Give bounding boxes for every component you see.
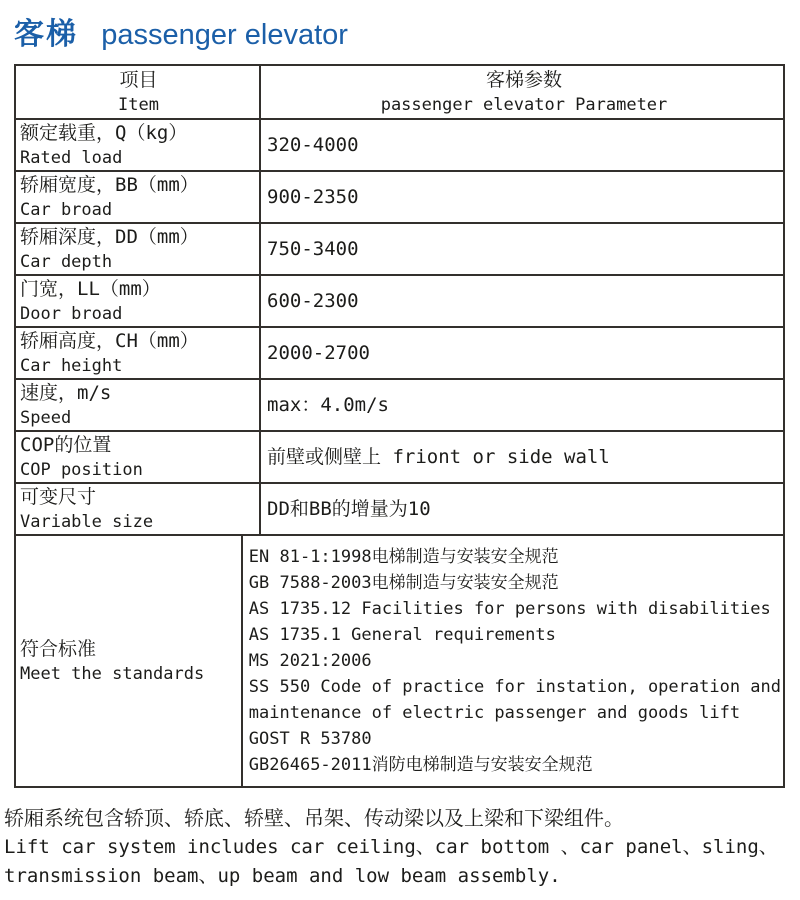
- row-label-zh: 轿厢高度，CH（mm）: [20, 329, 199, 352]
- row-label-en: Variable size: [20, 511, 154, 532]
- table-header-row: [16, 66, 783, 118]
- row-value: DD和BB的增量为10: [267, 497, 431, 520]
- row-label-cell: [16, 380, 261, 430]
- table-row-speed: [16, 378, 783, 430]
- row-value-cell: [261, 120, 783, 170]
- standard-line: EN 81-1:1998电梯制造与安装安全规范: [248, 547, 559, 567]
- header-item-label-zh: 项目: [119, 68, 158, 91]
- row-label-zh: 可变尺寸: [20, 485, 97, 508]
- car-system-note: [4, 803, 800, 891]
- row-label-en: Rated load: [20, 147, 123, 168]
- header-item-label-en: Item: [118, 94, 159, 115]
- row-value: 前壁或侧壁上 friont or side wall: [267, 445, 610, 468]
- standards-label-en: Meet the standards: [20, 663, 205, 684]
- header-parameter-label-en: passenger elevator Parameter: [380, 94, 668, 115]
- standard-line: GB 7588-2003电梯制造与安装安全规范: [248, 573, 559, 593]
- standards-label-cell: [16, 536, 243, 786]
- row-label-en: Car broad: [20, 199, 113, 220]
- row-value-cell: [261, 328, 783, 378]
- row-value-cell: [261, 380, 783, 430]
- table-row-cop-position: [16, 430, 783, 482]
- row-label-zh: COP的位置: [20, 433, 112, 456]
- header-item-cell: [16, 66, 261, 118]
- row-label-zh: 轿厢宽度，BB（mm）: [20, 173, 199, 196]
- row-label-cell: [16, 432, 261, 482]
- car-system-note-en-line2: transmission beam、up beam and low beam assembly.: [4, 865, 561, 887]
- row-value-cell: [261, 484, 783, 534]
- standard-line: SS 550 Code of practice for instation, operation and: [248, 677, 781, 697]
- row-label-cell: [16, 172, 261, 222]
- row-label-cell: [16, 276, 261, 326]
- table-row-car-height: [16, 326, 783, 378]
- header-parameter-cell: [261, 66, 783, 118]
- row-value: 750-3400: [267, 237, 359, 260]
- table-row-rated-load: [16, 118, 783, 170]
- car-system-note-zh: 轿厢系统包含轿顶、轿底、轿壁、吊架、传动梁以及上梁和下梁组件。: [4, 806, 624, 830]
- row-label-en: Car depth: [20, 251, 113, 272]
- row-label-en: Speed: [20, 407, 72, 428]
- row-label-zh: 额定载重，Q（kg）: [20, 121, 188, 144]
- parameter-table: [14, 64, 785, 788]
- standards-label-zh: 符合标准: [20, 637, 97, 660]
- row-label-cell: [16, 328, 261, 378]
- table-row-variable-size: [16, 482, 783, 534]
- row-value: 900-2350: [267, 185, 359, 208]
- row-value-cell: [261, 172, 783, 222]
- standard-line: AS 1735.1 General requirements: [248, 625, 556, 645]
- row-value-cell: [261, 224, 783, 274]
- row-label-zh: 速度，m/s: [20, 381, 112, 404]
- standard-line: GB26465-2011消防电梯制造与安装安全规范: [248, 755, 593, 775]
- car-system-note-en-line1: Lift car system includes car ceiling、car bottom 、car panel、sling、: [4, 836, 778, 858]
- page-title-chinese: 客梯: [14, 17, 78, 52]
- table-row-car-depth: [16, 222, 783, 274]
- row-label-cell: [16, 120, 261, 170]
- page-title: [14, 16, 800, 52]
- row-label-cell: [16, 484, 261, 534]
- row-label-en: COP position: [20, 459, 143, 480]
- standard-line: AS 1735.12 Facilities for persons with disabilities: [248, 599, 771, 619]
- row-value: 320-4000: [267, 133, 359, 156]
- standard-line: GOST R 53780: [248, 729, 372, 749]
- row-label-zh: 门宽，LL（mm）: [20, 277, 161, 300]
- header-parameter-label-zh: 客梯参数: [485, 68, 562, 91]
- standard-line: maintenance of electric passenger and goods lift: [248, 703, 741, 723]
- page-title-english: passenger elevator: [101, 19, 348, 51]
- row-label-en: Car height: [20, 355, 123, 376]
- row-label-cell: [16, 224, 261, 274]
- row-label-en: Door broad: [20, 303, 123, 324]
- row-label-zh: 轿厢深度，DD（mm）: [20, 225, 199, 248]
- row-value-cell: [261, 276, 783, 326]
- standards-value-cell: [243, 536, 783, 786]
- table-row-standards: [16, 534, 783, 786]
- row-value: 2000-2700: [267, 341, 370, 364]
- table-row-door-broad: [16, 274, 783, 326]
- row-value: max：4.0m/s: [267, 393, 389, 416]
- row-value: 600-2300: [267, 289, 359, 312]
- table-row-car-broad: [16, 170, 783, 222]
- row-value-cell: [261, 432, 783, 482]
- standard-line: MS 2021:2006: [248, 651, 372, 671]
